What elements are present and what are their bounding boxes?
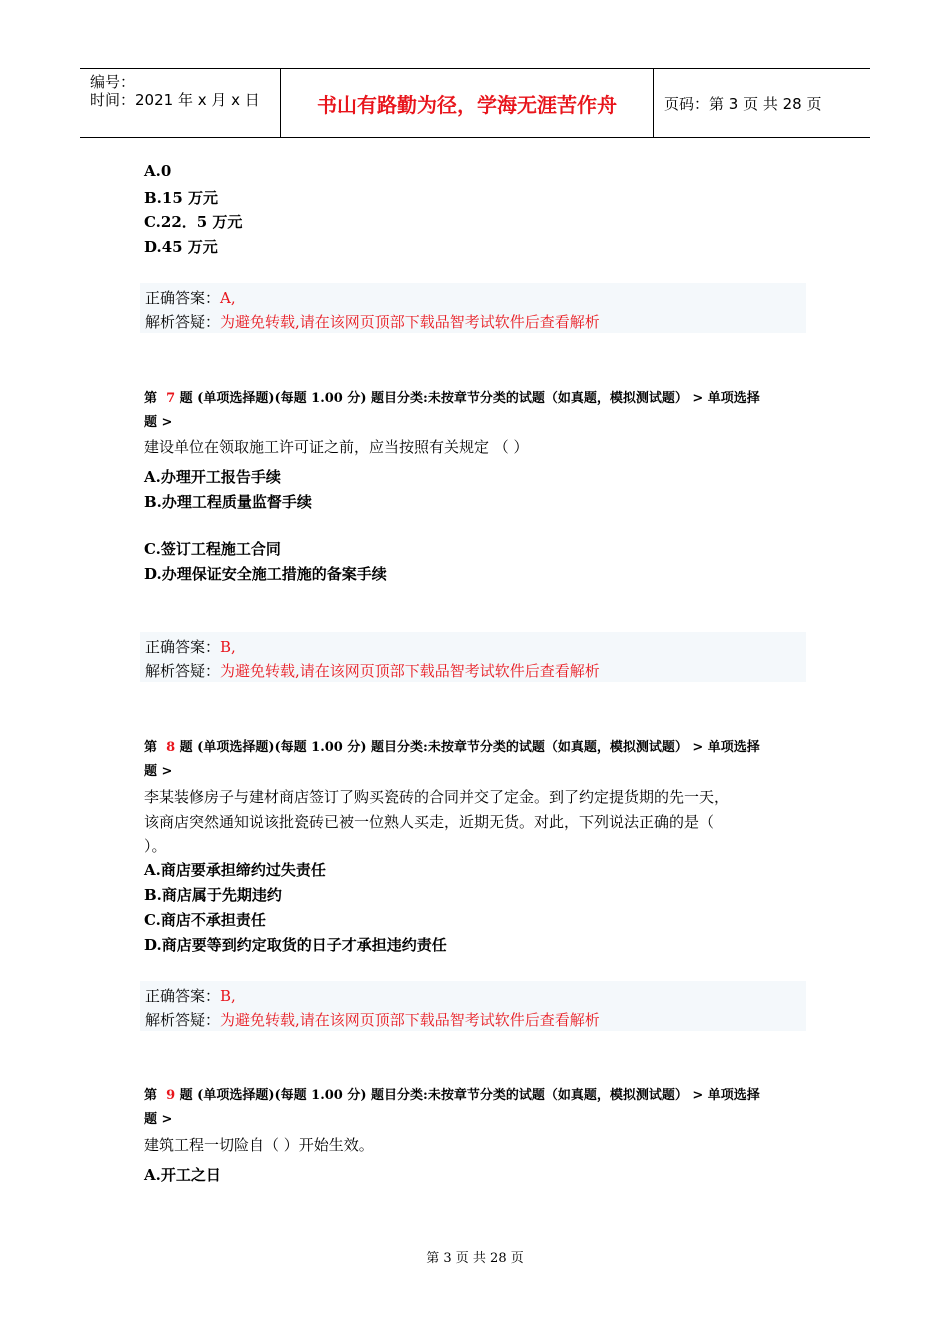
page-header <box>80 68 870 138</box>
question-header <box>144 387 760 406</box>
option-a: A.开工之日 <box>144 1166 221 1184</box>
question-stem-line: ）。 <box>144 837 167 855</box>
option-b: B.商店属于先期违约 <box>144 886 282 904</box>
question-header <box>144 736 760 755</box>
option-b: B.15 万元 <box>144 189 218 207</box>
option-d: D.商店要等到约定取货的日子才承担违约责任 <box>144 936 447 954</box>
header-motto: 书山有路勤为径，学海无涯苦作舟 <box>281 69 654 137</box>
answer-row <box>145 985 236 1006</box>
analysis-row <box>145 311 600 332</box>
answer-value: B, <box>220 638 236 656</box>
question-header <box>144 1084 760 1103</box>
header-page-info: 页码：第 3 页 共 28 页 <box>664 94 822 113</box>
question-prefix: 第 <box>144 391 158 406</box>
option-c: C.签订工程施工合同 <box>144 540 281 558</box>
question-number: 8 <box>166 740 176 755</box>
question-header-cont: 题 > <box>144 1112 173 1127</box>
analysis-label: 解析答疑： <box>145 1011 221 1029</box>
option-a: A.商店要承担缔约过失责任 <box>144 861 326 879</box>
analysis-text: 为避免转载,请在该网页顶部下载品智考试软件后查看解析 <box>220 313 600 331</box>
question-number: 7 <box>166 391 176 406</box>
answer-box <box>140 283 806 333</box>
option-a: A.0 <box>144 162 172 180</box>
question-stem-line: 李某装修房子与建材商店签订了购买瓷砖的合同并交了定金。到了约定提货期的先一天， <box>144 788 730 806</box>
question-prefix: 第 <box>144 1088 158 1103</box>
question-prefix: 第 <box>144 740 158 755</box>
question-meta: 题 (单项选择题)(每题 1.00 分) 题目分类:未按章节分类的试题（如真题，模拟测试题） > 单项选择 <box>179 740 760 755</box>
analysis-row <box>145 660 600 681</box>
page-footer: 第 3 页 共 28 页 <box>426 1251 524 1266</box>
option-a: A.办理开工报告手续 <box>144 468 281 486</box>
question-stem: 建设单位在领取施工许可证之前，应当按照有关规定 （ ） <box>144 438 529 456</box>
header-meta <box>80 69 281 137</box>
question-meta: 题 (单项选择题)(每题 1.00 分) 题目分类:未按章节分类的试题（如真题，模拟测试题） > 单项选择 <box>179 1088 760 1103</box>
answer-value: A, <box>220 289 236 307</box>
date-line: 时间：2021 年 x 月 x 日 <box>90 91 260 109</box>
answer-label: 正确答案： <box>145 289 221 307</box>
analysis-text: 为避免转载,请在该网页顶部下载品智考试软件后查看解析 <box>220 1011 600 1029</box>
question-header-cont: 题 > <box>144 764 173 779</box>
answer-box <box>140 981 806 1031</box>
question-header-cont: 题 > <box>144 415 173 430</box>
question-number: 9 <box>166 1088 176 1103</box>
analysis-text: 为避免转载,请在该网页顶部下载品智考试软件后查看解析 <box>220 662 600 680</box>
answer-row <box>145 287 236 308</box>
answer-row <box>145 636 236 657</box>
option-b: B.办理工程质量监督手续 <box>144 493 312 511</box>
analysis-row <box>145 1009 600 1030</box>
question-stem: 建筑工程一切险自（ ）开始生效。 <box>144 1136 374 1154</box>
question-stem-line: 该商店突然通知说该批瓷砖已被一位熟人买走，近期无货。对此，下列说法正确的是（ <box>144 813 715 831</box>
analysis-label: 解析答疑： <box>145 662 221 680</box>
option-d: D.办理保证安全施工措施的备案手续 <box>144 565 387 583</box>
option-c: C.商店不承担责任 <box>144 911 266 929</box>
answer-value: B, <box>220 987 236 1005</box>
answer-label: 正确答案： <box>145 638 221 656</box>
question-meta: 题 (单项选择题)(每题 1.00 分) 题目分类:未按章节分类的试题（如真题，模拟测试题） > 单项选择 <box>179 391 760 406</box>
answer-box <box>140 632 806 682</box>
number-label: 编号： <box>90 73 136 91</box>
option-c: C.22．5 万元 <box>144 213 243 231</box>
option-d: D.45 万元 <box>144 238 218 256</box>
analysis-label: 解析答疑： <box>145 313 221 331</box>
answer-label: 正确答案： <box>145 987 221 1005</box>
